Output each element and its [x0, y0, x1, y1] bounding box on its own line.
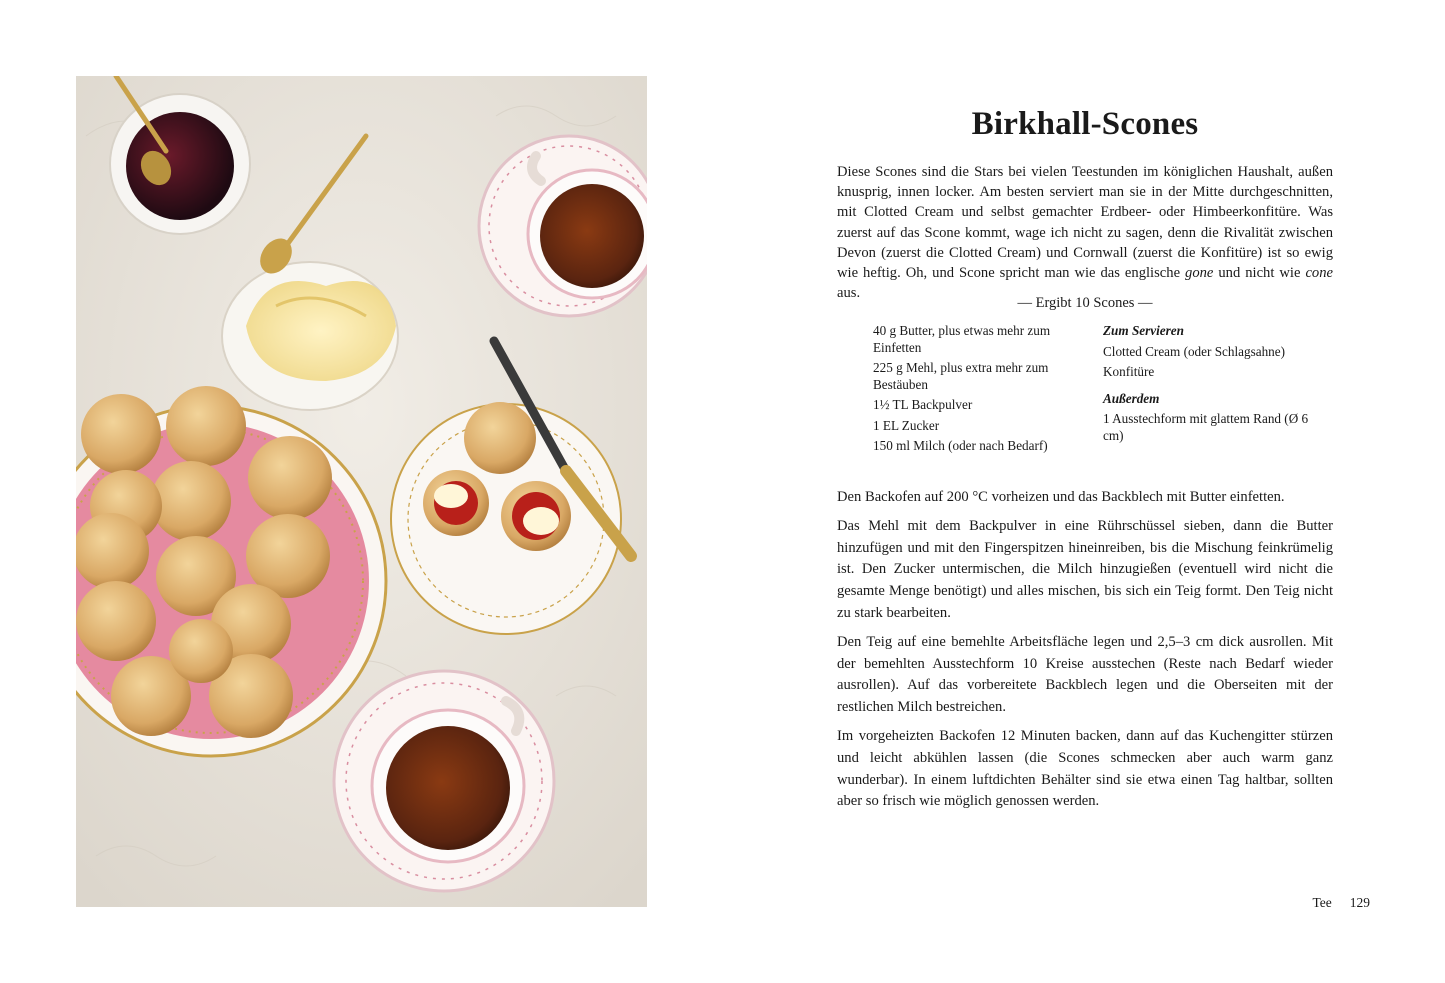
- recipe-intro: [837, 162, 1333, 303]
- step-paragraph: Im vorgeheizten Backofen 12 Minuten backen, dann auf das Kuchengitter stürzen und leicht abkühlen lassen (die Scones schmecken aber auch warm ganz wunderbar). In einem luftdichten Behälter sind sie etwa einen Tag haltbar, sollten aber so frisch wie möglich genossen werden.: [837, 727, 1333, 810]
- recipe-title: Birkhall-Scones: [971, 106, 1199, 142]
- intro-word-gone: gone: [1185, 265, 1214, 282]
- serving-heading: Zum Servieren: [1103, 323, 1184, 338]
- recipe-photo: [76, 76, 647, 907]
- page-footer: [1260, 895, 1370, 911]
- intro-text: Diese Scones sind die Stars bei vielen Teestunden im königlichen Haushalt, außen knusprig, innen locker. Am besten serviert man sie in der Mitte durchgeschnitten, mit Clotted Cream und selbst gemachter Erdbeer- oder Himbeerkonfitüre. Was zuerst auf das Scone kommt, wage ich nicht zu sagen, denn die Rivalität zwischen Devon (zuerst die Clotted Cream) und Cornwall (zuerst die Konfitüre) ist so ewig wie heftig. Oh, und Scone spricht man wie das englische: [837, 164, 1333, 282]
- serving-item: Konfitüre: [1103, 364, 1155, 379]
- tea-table-illustration: [76, 76, 647, 907]
- page-number: 129: [1349, 895, 1370, 910]
- serving-and-extras: [1103, 323, 1313, 448]
- extra-item: 1 Ausstechform mit glattem Rand (Ø 6 cm): [1103, 411, 1309, 443]
- intro-word-cone: cone: [1305, 265, 1333, 282]
- tea-top: [540, 184, 644, 288]
- recipe-steps: [837, 487, 1333, 820]
- serving-item: Clotted Cream (oder Schlagsahne): [1103, 343, 1286, 359]
- ingredient-item: 40 g Butter, plus etwas mehr zum Einfetten: [873, 323, 1051, 355]
- extra-heading: Außerdem: [1103, 390, 1160, 406]
- ingredient-item: 1½ TL Backpulver: [873, 397, 973, 412]
- step-paragraph: Den Backofen auf 200 °C vorheizen und das Backblech mit Butter einfetten.: [837, 489, 1285, 505]
- section-name: Tee: [1312, 895, 1332, 910]
- ingredient-list: [873, 323, 1073, 459]
- ingredient-item: 225 g Mehl, plus extra mehr zum Bestäuben: [873, 360, 1049, 392]
- recipe-yield: — Ergibt 10 Scones —: [1017, 295, 1153, 311]
- intro-text-2: und nicht wie: [1213, 265, 1306, 282]
- intro-text-3: aus.: [837, 285, 861, 302]
- step-paragraph: Das Mehl mit dem Backpulver in eine Rührschüssel sieben, dann die Butter hinzufügen und mit den Fingerspitzen hineinreiben, bis die Mischung feinkrümelig ist. Den Zucker untermischen, die Milch hinzugießen (eventuell wird nicht die gesamte Menge benötigt) und alles mischen, bis sich ein Teig formt. Den Teig nicht zu stark bearbeiten.: [837, 517, 1333, 621]
- step-paragraph: Den Teig auf eine bemehlte Arbeitsfläche legen und 2,5–3 cm dick ausrollen. Mit der bemehlten Ausstechform 10 Kreise ausstechen (Reste nach Bedarf wieder ausrollen). Auf das vorbereitete Backblech legen und die Oberseiten mit der restlichen Milch bestreichen.: [837, 633, 1333, 716]
- tea-bottom: [386, 726, 510, 850]
- ingredient-item: 150 ml Milch (oder nach Bedarf): [873, 438, 1048, 453]
- ingredient-item: 1 EL Zucker: [873, 417, 940, 433]
